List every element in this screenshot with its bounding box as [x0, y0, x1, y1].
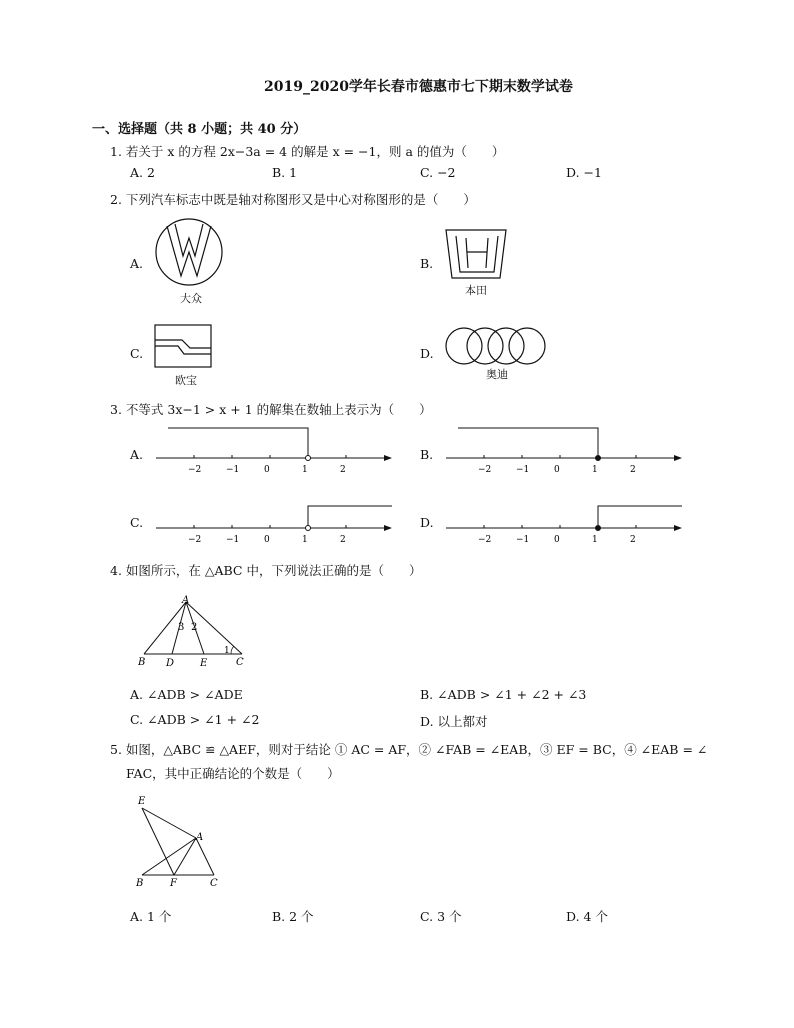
tick-label: 0 [554, 535, 560, 545]
tick-label: −1 [516, 465, 530, 475]
tick-label: 0 [554, 465, 560, 475]
q5-option-c[interactable]: C. 3 个 [420, 909, 462, 924]
number-line-d [440, 490, 690, 545]
tick-label: 2 [340, 465, 346, 475]
q2-option-b[interactable]: B. [420, 256, 434, 271]
q1-option-d[interactable]: D. −1 [566, 165, 602, 180]
question-1-stem: 1. 若关于 x 的方程 2x−3a = 4 的解是 x = −1，则 a 的值为（ ） [110, 144, 505, 159]
congruent-triangles-figure [130, 792, 230, 892]
q2-option-d[interactable]: D. [420, 346, 434, 361]
q1-option-b[interactable]: B. 1 [272, 165, 298, 180]
label-c: C [236, 657, 244, 668]
tick-label: 0 [264, 465, 270, 475]
label-b: B [136, 878, 144, 889]
tick-label: −2 [188, 465, 202, 475]
q2-option-a[interactable]: A. [130, 256, 144, 271]
label-b: B [138, 657, 146, 668]
question-2-stem: 2. 下列汽车标志中既是轴对称图形又是中心对称图形的是（ ） [110, 192, 476, 207]
number-line-c [150, 490, 400, 545]
q2-caption-a: 大众 [180, 292, 202, 305]
tick-label: 1 [302, 465, 308, 475]
triangle-abc-figure [130, 592, 260, 672]
label-a: A [196, 832, 204, 843]
tick-label: 1 [302, 535, 308, 545]
q4-option-b[interactable]: B. ∠ADB > ∠1 + ∠2 + ∠3 [420, 687, 587, 702]
number-line-a [150, 420, 400, 475]
angle-2-label: 2 [191, 622, 198, 633]
question-5-stem-line1: 5. 如图，△ABC ≌ △AEF，则对于结论 ① AC = AF，② ∠FAB = ∠EAB，③ EF = BC，④ ∠EAB = ∠ [110, 742, 708, 757]
honda-logo [444, 228, 510, 280]
closed-point [596, 456, 601, 461]
audi-logo [444, 326, 548, 366]
q4-option-c[interactable]: C. ∠ADB > ∠1 + ∠2 [130, 712, 260, 727]
label-d: D [166, 658, 175, 669]
tick-label: 1 [592, 535, 598, 545]
q2-option-c[interactable]: C. [130, 346, 144, 361]
label-c: C [210, 878, 218, 889]
number-line-b [440, 420, 690, 475]
angle-1-label: 1 [224, 646, 230, 656]
tick-label: 2 [630, 465, 636, 475]
tick-label: 2 [630, 535, 636, 545]
q1-option-a[interactable]: A. 2 [130, 165, 155, 180]
section-heading: 一、选择题（共 8 小题；共 40 分） [92, 122, 307, 137]
tick-label: −1 [226, 535, 240, 545]
open-point [306, 526, 311, 531]
q5-option-b[interactable]: B. 2 个 [272, 909, 314, 924]
label-e: E [138, 796, 146, 807]
label-f: F [170, 878, 177, 889]
tick-label: −1 [516, 535, 530, 545]
q2-caption-d: 奥迪 [486, 368, 508, 381]
vw-logo [155, 218, 225, 288]
q5-option-a[interactable]: A. 1 个 [130, 909, 172, 924]
tick-label: −2 [188, 535, 202, 545]
question-3-stem: 3. 不等式 3x−1 > x + 1 的解集在数轴上表示为（ ） [110, 402, 432, 417]
question-5-stem-line2: FAC，其中正确结论的个数是（ ） [126, 766, 340, 781]
tick-label: 0 [264, 535, 270, 545]
q4-option-d[interactable]: D. 以上都对 [420, 714, 488, 729]
label-a: A [182, 595, 190, 606]
q2-caption-b: 本田 [465, 284, 487, 297]
tick-label: −1 [226, 465, 240, 475]
tick-label: −2 [478, 535, 492, 545]
page-title: 2019_2020学年长春市德惠市七下期末数学试卷 [264, 79, 573, 95]
q4-option-a[interactable]: A. ∠ADB > ∠ADE [130, 687, 243, 702]
q3-option-d[interactable]: D. [420, 515, 434, 530]
q1-option-c[interactable]: C. −2 [420, 165, 456, 180]
tick-label: 1 [592, 465, 598, 475]
q2-caption-c: 欧宝 [175, 374, 197, 387]
opel-logo [154, 324, 214, 370]
q3-option-c[interactable]: C. [130, 515, 144, 530]
q5-option-d[interactable]: D. 4 个 [566, 909, 608, 924]
tick-label: −2 [478, 465, 492, 475]
q3-option-b[interactable]: B. [420, 447, 434, 462]
closed-point [596, 526, 601, 531]
angle-3-label: 3 [178, 622, 185, 633]
question-4-stem: 4. 如图所示，在 △ABC 中，下列说法正确的是（ ） [110, 563, 422, 578]
open-point [306, 456, 311, 461]
label-e: E [200, 658, 208, 669]
tick-label: 2 [340, 535, 346, 545]
q3-option-a[interactable]: A. [130, 447, 144, 462]
